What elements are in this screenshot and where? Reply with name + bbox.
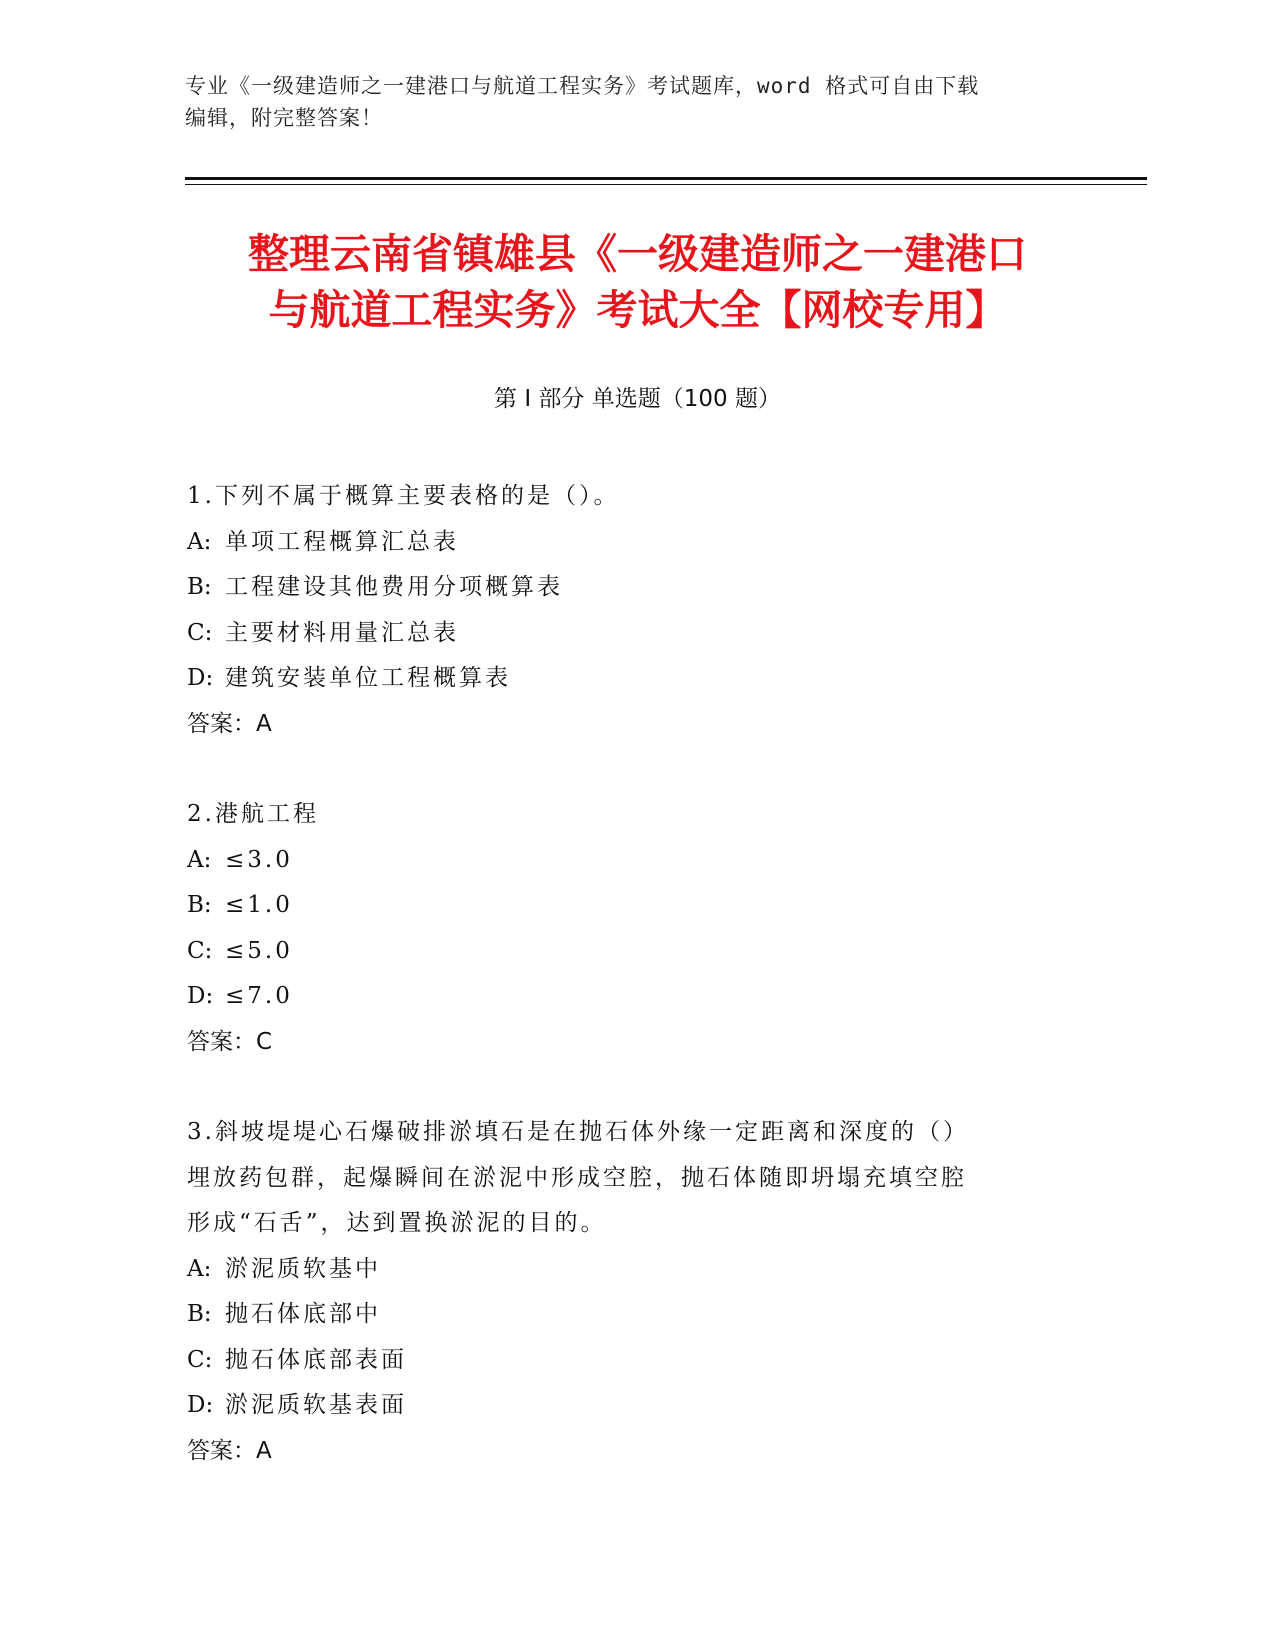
option-c [187,611,1067,657]
header-divider-thin [185,184,1147,185]
option-key: A: [187,846,212,873]
document-title [150,226,1125,338]
answer: 答案：A [187,710,272,737]
option-key: C: [187,1346,213,1373]
question-stem: 2.港航工程 [187,801,319,827]
document-title-line-2: 与航道工程实务》考试大全【网校专用】 [268,286,1007,334]
option-key: A: [187,1255,212,1282]
question-list [187,474,1067,1519]
answer: 答案：C [187,1028,273,1055]
option-key: D: [187,983,214,1009]
option-text: 工程建设其他费用分项概算表 [225,574,563,600]
option-d [187,656,1067,702]
option-d [187,974,1067,1020]
option-key: B: [187,892,212,918]
option-text: 抛石体底部中 [225,1301,381,1327]
option-text: ≤1.0 [225,892,293,918]
option-c [187,1338,1067,1384]
question-stem: 埋放药包群，起爆瞬间在淤泥中形成空腔，抛石体随即坍塌充填空腔 [187,1164,967,1191]
option-text: 淤泥质软基中 [225,1255,381,1282]
question-stem: 3.斜坡堤堤心石爆破排淤填石是在抛石体外缘一定距离和深度的（） [187,1119,969,1145]
document-title-line-1: 整理云南省镇雄县《一级建造师之一建港口 [248,230,1027,278]
option-key: B: [187,574,212,600]
question-stem: 形成“石舌”，达到置换淤泥的目的。 [187,1210,607,1236]
option-a [187,838,1067,884]
option-b [187,883,1067,929]
option-text: ≤5.0 [225,937,293,964]
header-note-line-2: 编辑，附完整答案！ [185,106,383,130]
option-key: C: [187,937,213,964]
option-key: C: [187,619,213,646]
option-text: 单项工程概算汇总表 [225,528,459,555]
header-divider-thick [185,177,1147,180]
option-a [187,1247,1067,1293]
question-2 [187,792,1067,1065]
option-a [187,520,1067,566]
option-key: B: [187,1301,212,1327]
option-text: 主要材料用量汇总表 [225,619,459,646]
option-c [187,929,1067,975]
question-3 [187,1110,1067,1474]
option-b [187,565,1067,611]
option-text: ≤3.0 [225,846,293,873]
option-key: D: [187,665,214,691]
section-title: 第 I 部分 单选题（100 题） [494,386,781,412]
option-d [187,1383,1067,1429]
header-note-line-1: 专业《一级建造师之一建港口与航道工程实务》考试题库，word 格式可自由下载 [185,74,980,98]
option-b [187,1292,1067,1338]
option-text: 淤泥质软基表面 [225,1392,407,1418]
header-note [185,70,1085,134]
question-1 [187,474,1067,747]
option-text: 建筑安装单位工程概算表 [225,665,511,691]
option-key: A: [187,528,212,555]
question-stem: 1.下列不属于概算主要表格的是（）。 [187,483,620,509]
option-key: D: [187,1392,214,1418]
answer: 答案：A [187,1437,272,1464]
option-text: ≤7.0 [225,983,293,1009]
option-text: 抛石体底部表面 [225,1346,407,1373]
